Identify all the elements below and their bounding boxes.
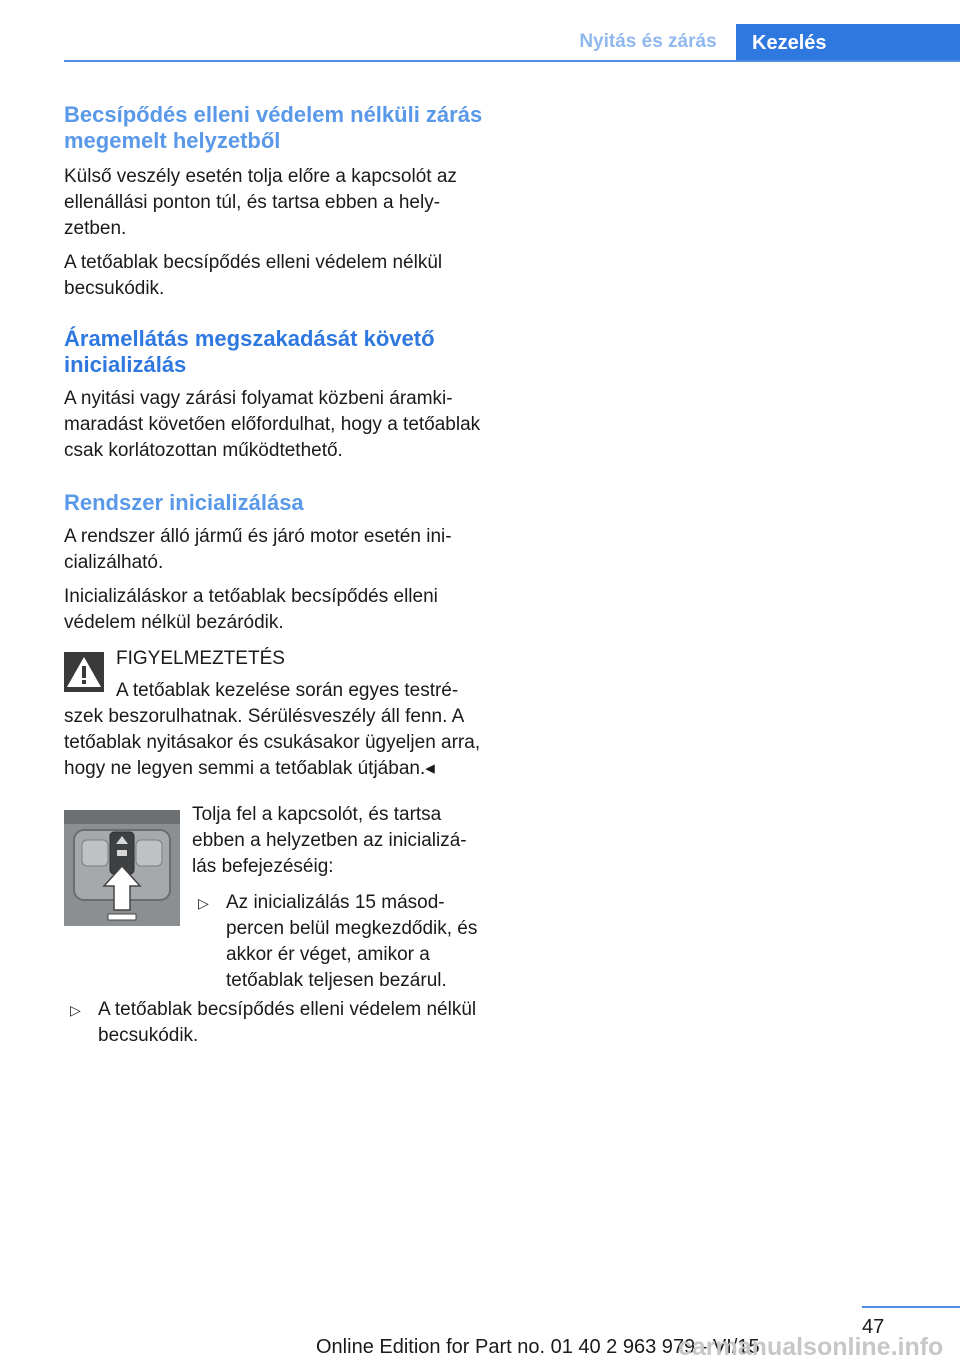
bullet-item-2 — [64, 997, 484, 1049]
switch-illustration-image — [64, 810, 180, 926]
bullet-item-1 — [192, 890, 484, 994]
header-section-title: Nyitás és zárás — [579, 31, 717, 52]
paragraph-pinch-1: Külső veszély esetén tolja előre a kapcsolót az ellenállási ponton túl, és tartsa ebben a helyzetben. — [64, 166, 457, 239]
page-number: 47 — [862, 1316, 885, 1338]
warning-block — [64, 646, 484, 782]
footer-divider — [862, 1306, 960, 1308]
warning-text: A tetőablak kezelése során egyes testrészek beszorulhatnak. Sérülésveszély áll fenn. A tetőablak nyitásakor és csukásakor ügyeljen arra, hogy ne legyen semmi a tetőablak útjában.◂ — [64, 680, 481, 779]
paragraph-init-1: A rendszer álló jármű és járó motor esetén inicializálható. — [64, 526, 452, 573]
paragraph-pinch-2: A tetőablak becsípődés elleni védelem nélkül becsukódik. — [64, 252, 443, 299]
watermark: carmanualsonline.info — [678, 1333, 944, 1361]
heading-pinch-protection: Becsípődés elleni védelem nélküli zárás megemelt helyzetből — [64, 102, 483, 153]
triangle-bullet-icon: ▷ — [70, 1002, 81, 1018]
instruction-row — [64, 802, 484, 997]
bullet-text-1: Az inicializálás 15 másodpercen belül megkezdődik, és akkor ér véget, amikor a tetőablak teljesen bezárul. — [226, 892, 478, 991]
header-divider — [64, 60, 960, 62]
paragraph-init-2: Inicializáláskor a tetőablak becsípődés elleni védelem nélkül bezáródik. — [64, 586, 438, 633]
paragraph-power-interruption: A nyitási vagy zárási folyamat közbeni áramkimaradást követően előfordulhat, hogy a tetőablak csak korlátozottan működtethető. — [64, 388, 481, 461]
instruction-text: Tolja fel a kapcsolót, és tartsa ebben a helyzetben az inicializálás befejezéséig: — [192, 804, 467, 877]
header-chapter-tab: Kezelés — [736, 24, 960, 62]
heading-power-interruption: Áramellátás megszakadását követő inicializálás — [64, 326, 435, 377]
page-content — [64, 102, 484, 1049]
warning-icon — [64, 652, 104, 692]
triangle-bullet-icon: ▷ — [198, 895, 209, 911]
instruction-text-block — [192, 802, 484, 994]
heading-system-init: Rendszer inicializálása — [64, 490, 304, 515]
footer-edition: Online Edition for Part no. 01 40 2 963 979 - VI/15 — [316, 1336, 760, 1358]
bullet-text-2: A tetőablak becsípődés elleni védelem nélkül becsukódik. — [98, 999, 477, 1046]
warning-title: FIGYELMEZTETÉS — [116, 648, 285, 669]
